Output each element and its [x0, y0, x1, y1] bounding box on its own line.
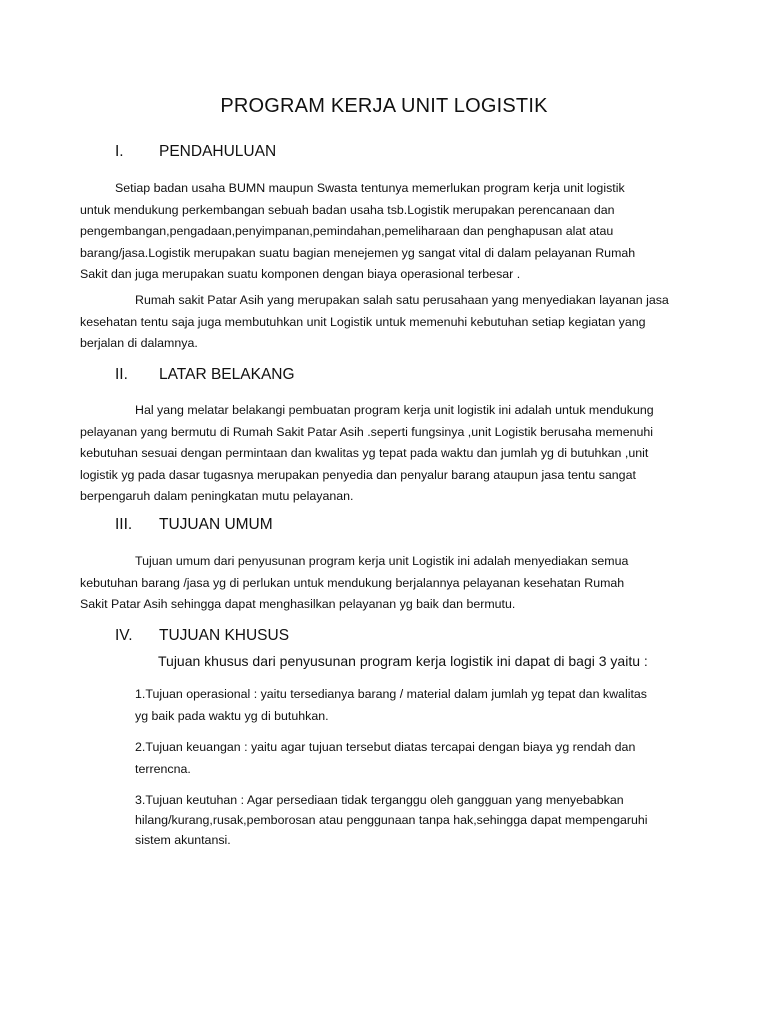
section-title: TUJUAN UMUM [159, 516, 273, 533]
text-line: yg baik pada waktu yg di butuhkan. [135, 708, 329, 723]
section-heading-latar-belakang [115, 366, 295, 384]
text-line: untuk mendukung perkembangan sebuah badan usaha tsb.Logistik merupakan perencanaan dan [80, 202, 615, 217]
text-line: Rumah sakit Patar Asih yang merupakan salah satu perusahaan yang menyediakan layanan jasa [135, 293, 669, 307]
paragraph-pendahuluan-2 [80, 290, 685, 355]
list-item-tujuan-keutuhan [135, 790, 695, 850]
section-number: I. [115, 143, 124, 160]
list-item-tujuan-operasional [135, 684, 695, 727]
paragraph-pendahuluan-1 [80, 178, 685, 286]
text-line: terrencna. [135, 761, 191, 776]
list-item-tujuan-keuangan [135, 737, 695, 780]
section-heading-tujuan-khusus [115, 627, 289, 645]
text-line: kesehatan tentu saja juga membutuhkan unit Logistik untuk memenuhi kebutuhan setiap kegiatan yang [80, 314, 646, 329]
text-line: sistem akuntansi. [135, 833, 231, 847]
section-title: TUJUAN KHUSUS [159, 627, 290, 644]
tujuan-khusus-intro: Tujuan khusus dari penyusunan program kerja logistik ini dapat di bagi 3 yaitu : [158, 653, 648, 669]
section-title: LATAR BELAKANG [159, 366, 295, 383]
text-line: hilang/kurang,rusak,pemborosan atau penggunaan tanpa hak,sehingga dapat mempengaruhi [135, 813, 648, 827]
text-line: Sakit Patar Asih sehingga dapat menghasilkan pelayanan yg baik dan bermutu. [80, 597, 516, 611]
text-line: logistik yg pada dasar tugasnya merupakan penyedia dan penyalur barang ataupun jasa tentu sangat [80, 467, 636, 482]
section-heading-tujuan-umum [115, 516, 273, 534]
text-line: pengembangan,pengadaan,penyimpanan,pemindahan,pemeliharaan dan penghapusan alat atau [80, 224, 614, 238]
page-title: PROGRAM KERJA UNIT LOGISTIK [220, 95, 548, 117]
text-line: kebutuhan barang /jasa yg di perlukan untuk mendukung berjalannya pelayanan kesehatan Rumah [80, 575, 625, 590]
text-line: Setiap badan usaha BUMN maupun Swasta tentunya memerlukan program kerja unit logistik [115, 181, 625, 195]
paragraph-tujuan-umum [80, 551, 685, 616]
text-line: 2.Tujuan keuangan : yaitu agar tujuan tersebut diatas tercapai dengan biaya yg rendah dan [135, 740, 636, 754]
section-title: PENDAHULUAN [159, 143, 277, 160]
text-line: kebutuhan sesuai dengan permintaan dan kwalitas yg tepat pada waktu dan jumlah yg di butuhkan ,unit [80, 446, 649, 460]
section-number: IV. [115, 627, 133, 644]
text-line: berjalan di dalamnya. [80, 336, 198, 350]
section-number: III. [115, 516, 133, 533]
text-line: pelayanan yang bermutu di Rumah Sakit Patar Asih .seperti fungsinya ,unit Logistik berusaha memenuhi [80, 424, 654, 439]
text-line: barang/jasa.Logistik merupakan suatu bagian menejemen yg sangat vital di dalam pelayanan Rumah [80, 245, 636, 260]
text-line: Hal yang melatar belakangi pembuatan program kerja unit logistik ini adalah untuk mendukung [135, 403, 654, 417]
text-line: berpengaruh dalam peningkatan mutu pelayanan. [80, 489, 354, 503]
text-line: 1.Tujuan operasional : yaitu tersedianya barang / material dalam jumlah yg tepat dan kwalitas [135, 687, 647, 701]
text-line: Tujuan umum dari penyusunan program kerja unit Logistik ini adalah menyediakan semua [135, 554, 629, 568]
text-line: 3.Tujuan keutuhan : Agar persediaan tidak terganggu oleh gangguan yang menyebabkan [135, 793, 624, 807]
section-number: II. [115, 366, 128, 383]
text-line: Sakit dan juga merupakan suatu komponen dengan biaya operasional terbesar . [80, 267, 521, 281]
section-heading-pendahuluan [115, 143, 276, 161]
paragraph-latar-belakang [80, 400, 685, 508]
